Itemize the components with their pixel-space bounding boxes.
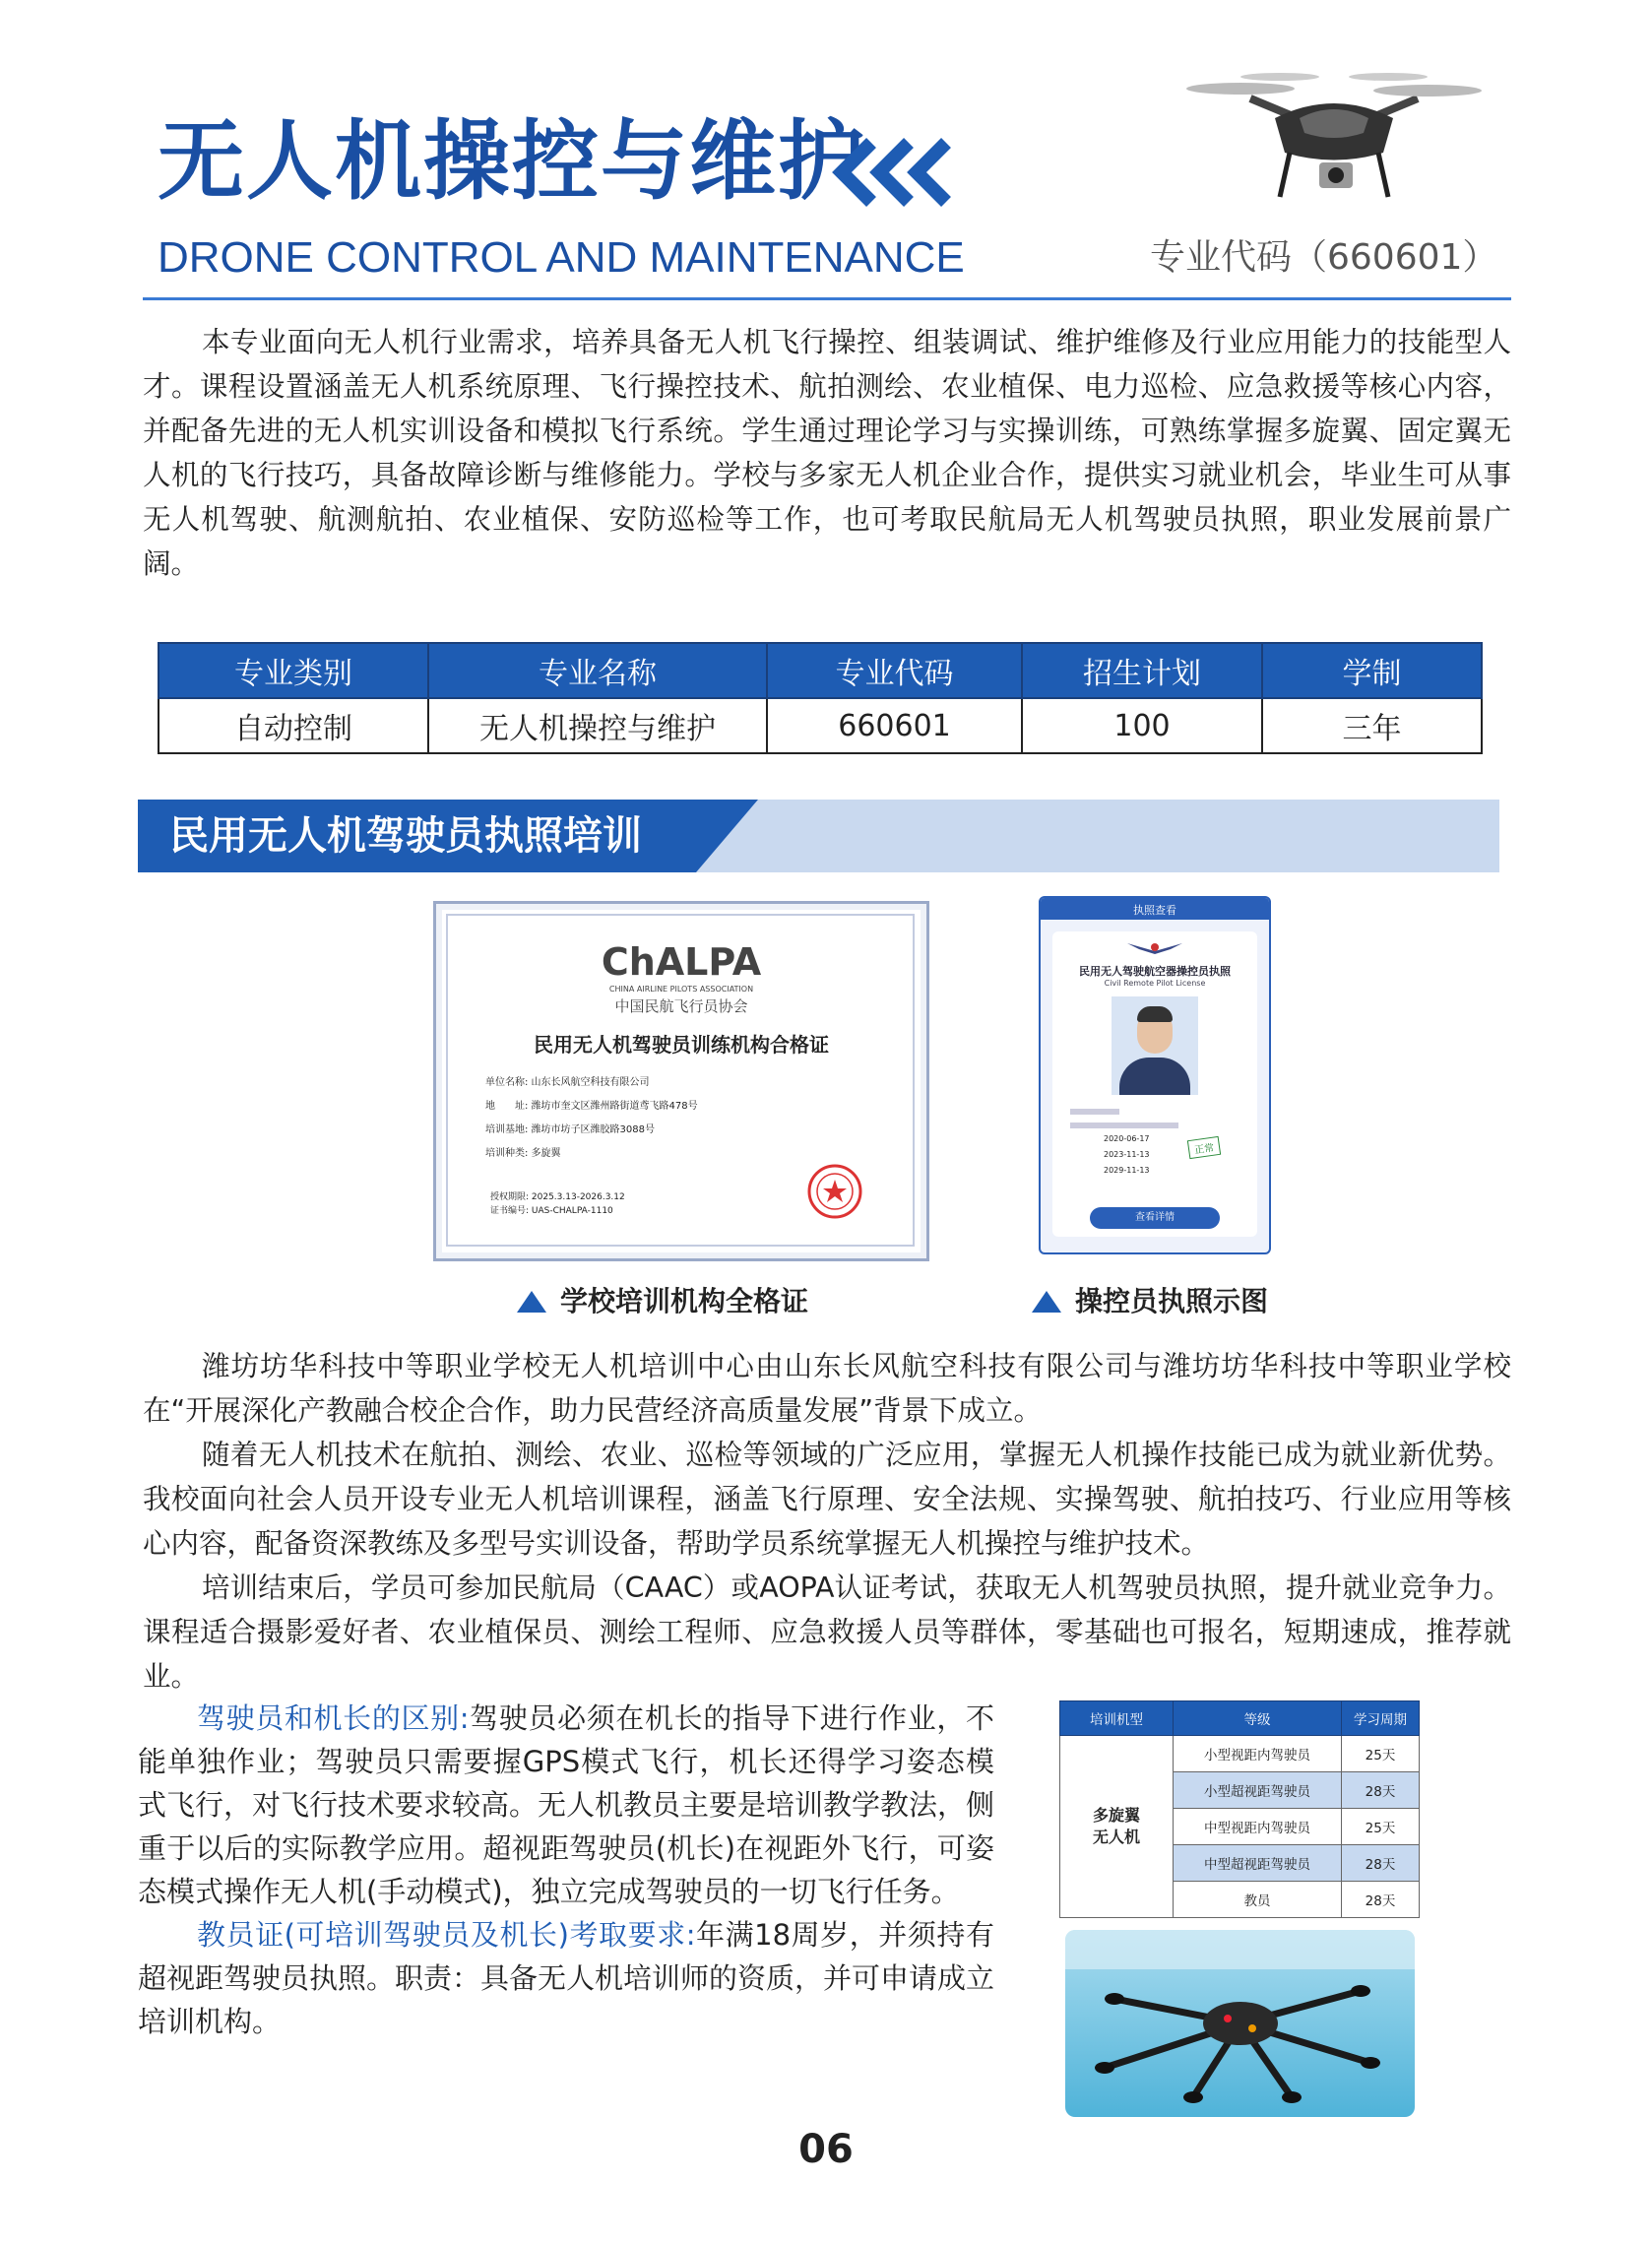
page-number: 06 xyxy=(798,2127,854,2172)
header-plan: 招生计划 xyxy=(1022,643,1262,698)
license-date-issue: 2020-06-17 xyxy=(1104,1134,1150,1143)
pilot-vs-captain-heading: 驾驶员和机长的区别: xyxy=(197,1701,470,1735)
cell-period: 28天 xyxy=(1342,1772,1420,1809)
license-date-update: 2023-11-13 xyxy=(1104,1150,1150,1159)
cert-title: 民用无人机驾驶员训练机构合格证 xyxy=(534,1033,829,1057)
page-title: 无人机操控与维护 xyxy=(158,110,867,212)
table-row xyxy=(159,698,1482,753)
cell-period: 25天 xyxy=(1342,1809,1420,1845)
section-title: 民用无人机驾驶员执照培训 xyxy=(169,813,642,859)
intro-paragraph: 本专业面向无人机行业需求，培养具备无人机飞行操控、组装调试、维护维修及行业应用能力的技能型人才。课程设置涵盖无人机系统原理、飞行操控技术、航拍测绘、农业植保、电力巡检、应急救援等核心内容，并配备先进的无人机实训设备和模拟飞行系统。学生通过理论学习与实操训练，可熟练掌握多旋翼、固定翼无人机的飞行技巧，具备故障诊断与维修能力。学校与多家无人机企业合作，提供实习就业机会，毕业生可从事无人机驾驶、航测航拍、农业植保、安防巡检等工作，也可考取民航局无人机驾驶员执照，职业发展前景广阔。 xyxy=(143,326,1511,580)
license-details-button[interactable]: 查看详情 xyxy=(1090,1207,1220,1229)
cell-machine: 多旋翼无人机 xyxy=(1060,1736,1174,1918)
cell-duration: 三年 xyxy=(1262,698,1482,753)
cert-line-base: 培训基地: 潍坊市坊子区潍胶路3088号 xyxy=(485,1124,655,1135)
cert-assoc-en: CHINA AIRLINE PILOTS ASSOCIATION xyxy=(608,985,754,994)
red-seal-icon xyxy=(805,1162,864,1221)
cell-code: 660601 xyxy=(767,698,1022,753)
license-title-cn: 民用无人驾驶航空器操控员执照 xyxy=(1079,965,1231,978)
cert-line-period: 授权期限: 2025.3.13-2026.3.12 xyxy=(490,1192,625,1202)
license-caption: 操控员执照示图 xyxy=(1032,1288,1268,1315)
cell-level: 中型超视距驾驶员 xyxy=(1174,1845,1342,1882)
cell-category: 自动控制 xyxy=(159,698,428,753)
body-paragraph-1: 潍坊坊华科技中等职业学校无人机培训中心由山东长风航空科技有限公司与潍坊坊华科技中等职业学校在“开展深化产教融合校企合作，助力民营经济高质量发展”背景下成立。 xyxy=(143,1350,1511,1427)
header-period: 学习周期 xyxy=(1342,1701,1420,1736)
cell-level: 小型视距内驾驶员 xyxy=(1174,1736,1342,1772)
page-subtitle: DRONE CONTROL AND MAINTENANCE xyxy=(158,233,965,282)
certificate-caption: 学校培训机构全格证 xyxy=(517,1288,808,1315)
header-category: 专业类别 xyxy=(159,643,428,698)
title-divider xyxy=(143,297,1511,300)
requirements-text xyxy=(138,1697,994,2043)
cell-name: 无人机操控与维护 xyxy=(428,698,767,753)
license-photo xyxy=(1112,996,1198,1095)
cell-level: 教员 xyxy=(1174,1882,1342,1918)
header-duration: 学制 xyxy=(1262,643,1482,698)
major-info-table xyxy=(158,642,1483,754)
cell-period: 25天 xyxy=(1342,1736,1420,1772)
training-period-table xyxy=(1059,1700,1420,1918)
instructor-paragraph: 教员证(可培训驾驶员及机长)考取要求:年满18周岁，并须持有超视距驾驶员执照。职责：具备无人机培训师的资质，并可申请成立培训机构。 xyxy=(138,1918,995,2038)
license-status-stamp: 正常 xyxy=(1187,1136,1221,1159)
hexacopter-drone-icon xyxy=(1065,1930,1415,2117)
table-row xyxy=(1060,1736,1420,1772)
cell-level: 小型超视距驾驶员 xyxy=(1174,1772,1342,1809)
training-certificate-image xyxy=(433,901,929,1261)
triangle-up-icon xyxy=(517,1291,546,1313)
license-title-en: Civil Remote Pilot License xyxy=(1104,979,1206,988)
table-header-row xyxy=(1060,1701,1420,1736)
cert-line-unit: 单位名称: 山东长风航空科技有限公司 xyxy=(485,1077,650,1088)
cell-plan: 100 xyxy=(1022,698,1262,753)
instructor-heading: 教员证(可培训驾驶员及机长)考取要求: xyxy=(197,1918,696,1952)
header-code: 专业代码 xyxy=(767,643,1022,698)
license-header: 执照查看 xyxy=(1133,904,1176,917)
body-paragraph-2: 随着无人机技术在航拍、测绘、农业、巡检等领域的广泛应用，掌握无人机操作技能已成为就业新优势。我校面向社会人员开设专业无人机培训课程，涵盖飞行原理、安全法规、实操驾驶、航拍技巧、行业应用等核心内容，配备资深教练及多型号实训设备，帮助学员系统掌握无人机操控与维护技术。 xyxy=(143,1439,1511,1560)
major-code-label: 专业代码（660601） xyxy=(1150,237,1498,278)
cell-period: 28天 xyxy=(1342,1845,1420,1882)
pilot-license-screenshot xyxy=(1039,896,1271,1254)
body-text xyxy=(143,1344,1511,1699)
triple-chevron-left-icon xyxy=(832,138,960,207)
header-machine: 培训机型 xyxy=(1060,1701,1174,1736)
hexacopter-photo xyxy=(1065,1930,1415,2117)
quadcopter-drone-icon xyxy=(1181,59,1487,207)
body-paragraph-3: 培训结束后，学员可参加民航局（CAAC）或AOPA认证考试，获取无人机驾驶员执照，提升就业竞争力。课程适合摄影爱好者、农业植保员、测绘工程师、应急救援人员等群体，零基础也可报名，短期速成，推荐就业。 xyxy=(143,1572,1511,1693)
triangle-up-icon xyxy=(1032,1291,1061,1313)
wings-emblem-icon xyxy=(1127,939,1182,955)
cert-assoc-cn: 中国民航飞行员协会 xyxy=(614,997,748,1015)
cert-logo: ChALPA xyxy=(601,940,762,984)
cert-line-type: 培训种类: 多旋翼 xyxy=(485,1148,561,1159)
header-level: 等级 xyxy=(1174,1701,1342,1736)
cell-level: 中型视距内驾驶员 xyxy=(1174,1809,1342,1845)
cert-line-number: 证书编号: UAS-CHALPA-1110 xyxy=(490,1206,613,1216)
license-date-expire: 2029-11-13 xyxy=(1104,1166,1150,1175)
table-header-row xyxy=(159,643,1482,698)
cell-period: 28天 xyxy=(1342,1882,1420,1918)
cert-line-address: 地 址: 潍坊市奎文区潍州路街道鸢飞路478号 xyxy=(485,1101,698,1112)
header-name: 专业名称 xyxy=(428,643,767,698)
pilot-vs-captain-paragraph: 驾驶员和机长的区别:驾驶员必须在机长的指导下进行作业，不能单独作业；驾驶员只需要握GPS模式飞行，机长还得学习姿态模式飞行，对飞行技术要求较高。无人机教员主要是培训教学教法，侧重于以后的实际教学应用。超视距驾驶员(机长)在视距外飞行，可姿态模式操作无人机(手动模式)，独立完成驾驶员的一切飞行任务。 xyxy=(138,1701,995,1908)
